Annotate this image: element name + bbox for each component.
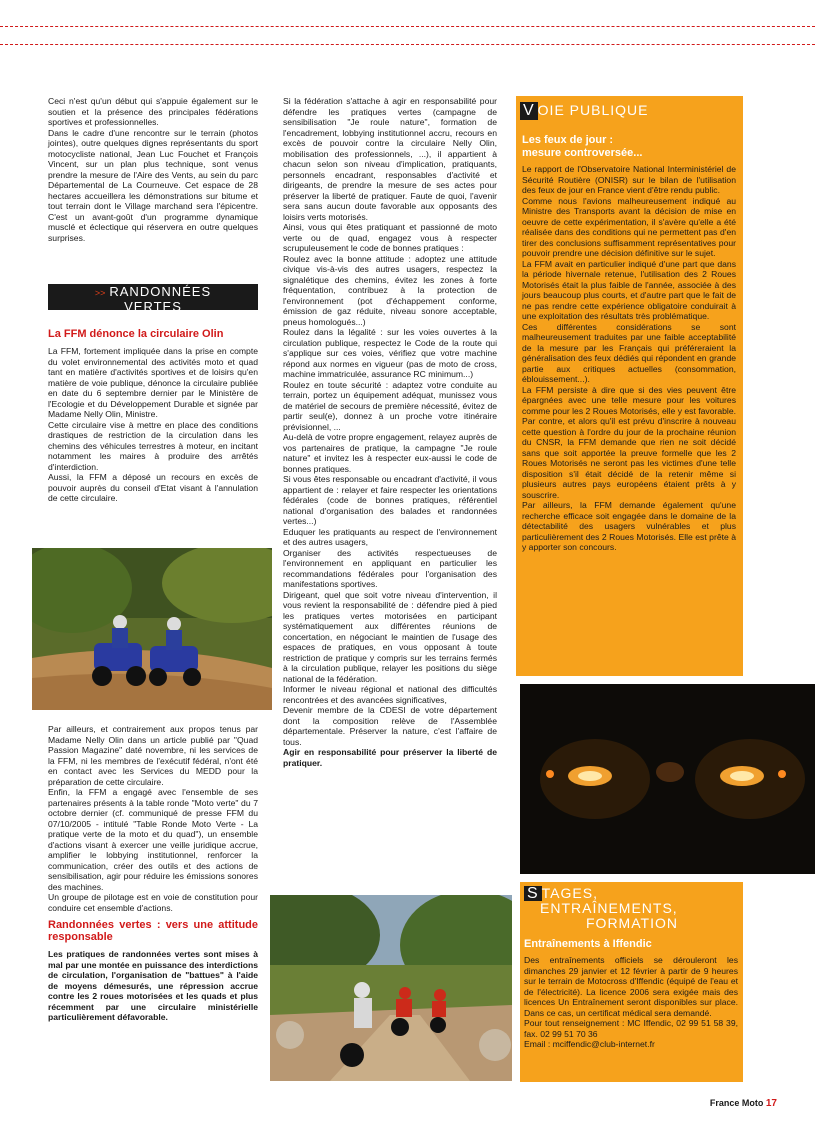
voie-paragraph-2: Comme nous l'avions malheureusement indiqué au Ministre des Transports avant la décision de mise en oeuvre de cette expérimentation, il s'avère qu'elle a été réalisée dans des conditions qui ne permettent pas d'en tirer des conclusions suffisamment représentatives pour pouvoir prendre une décision définitive sur le sujet.: [522, 195, 736, 258]
ffm-paragraph-3: Aussi, la FFM a déposé un recours en excès de pouvoir auprès du conseil d'Etat visant à l'annulation de cette circulaire.: [48, 472, 258, 503]
voie-paragraph-5: La FFM persiste à dire que si des vies peuvent être épargnées avec une telle mesure pour les voitures comme pour les 2 Roues Motorisés, elle y est favorable. Par contre, et alors qu'il est prévu d'inscrire à nouveau cette question à l'ordre du jour de la prochaine réunion du CNSR, la FFM demande que rien ne soit décidé sans que soit apportée la preuve formelle que les 2 Roues Motorisés ne seront pas les victimes d'une telle disposition s'il était décidé de la retenir même si plusieurs autres pays européens étaient prêts à y souscrire.: [522, 384, 736, 500]
terrain-paragraph: Dans le cadre d'une rencontre sur le terrain (photos jointes), outre quelques dignes représentants du sport motocycliste national, Jean Luc Fouchet et François Vincent, sur un plan plus technique, sont venus prendre la mesure de l'Aire des Vents, au sein du parc Départemental de La Courneuve. Cet espace de 28 hectares accueillera les démonstrations sur bitume et tout terrain dont le Village marchand sera l'épicentre. C'est un avant-goût d'un programme dynamique musclé et éclectique qui réservera en outre quelques surprises.: [48, 127, 258, 243]
dirt-bike-riders-image: [270, 895, 512, 1081]
top-dashed-rule-2: [0, 44, 815, 45]
col2-paragraph-10: Dirigeant, quel que soit votre niveau d'intervention, il vous revient la responsabilité de : défendre pied à pied les pratiques vertes motorisées en participant systématiquement aux différentes réunions de concertation, en négociant le maintien de l'usage des espaces de pratiques, en vous opposant à toute restriction de pratique y compris sur les terrains fermés à la circulation publique, relayer les positions du siège national de la fédération.: [283, 589, 497, 684]
col2-paragraph-1: Si la fédération s'attache à agir en responsabilité pour défendre les pratiques vertes (campagne de sensibilisation "Je roule nature", formation de l'encadrement, lobbying institutionnel accru, recours en excès de pouvoir contre la circulaire Nelly Olin, mobilisation des professionnels, ...), il appartient à chacun selon son niveau d'implication, pratiquants, personnels encadrant, responsables d'activité et dirigeants, de prendre la mesure de ses actes pour préserver la liberté de pratiquer. Faute de quoi, l'avenir sera sans aucun doute favorable aux opposants des loisirs verts motorisés.: [283, 96, 497, 222]
column-1-bottom: [48, 724, 258, 1023]
intro-paragraph: Ceci n'est qu'un début qui s'appuie également sur le soutien et la présence des principales fédérations sportives et professionnelles.: [48, 96, 258, 127]
column-2: [283, 96, 497, 768]
stages-heading: [524, 886, 678, 931]
after-photo-paragraph-2: Enfin, la FFM a engagé avec l'ensemble de ses partenaires présents à la table ronde "Moto verte" du 7 octobre dernier (cf. communiqué de presse FFM du 07/10/2005 - intitulé "Table Ronde Moto Verte - La pratique verte de la moto et du quad"), un ensemble d'actions visant à exercer une veille juridique accrue, amplifier le lobbying institutionnel, renforcer la communication, créer des outils et des actions de sensibilisation, agir pour réduire les émissions sonores des machines.: [48, 787, 258, 892]
column-1-top: [48, 96, 258, 243]
quad-riders-photo: [32, 548, 272, 710]
column-1-ffm: [48, 324, 258, 504]
col2-paragraph-12: Devenir membre de la CDESI de votre département dont la composition relève de l'Assemblée départementale. Préserver la nature, c'est l'affaire de tous.: [283, 705, 497, 747]
stages-contact: Pour tout renseignement : MC Iffendic, 02 99 51 58 39, fax. 02 99 51 70 36: [524, 1018, 738, 1039]
banner-line-2: VERTES: [124, 299, 182, 314]
col2-paragraph-11: Informer le niveau régional et national des difficultés rencontrées et des avancées significatives,: [283, 684, 497, 705]
dirt-bike-riders-photo: [270, 895, 512, 1081]
feux-de-jour-subtitle-1: Les feux de jour :: [522, 134, 614, 146]
headlights-image: [520, 684, 815, 874]
col2-paragraph-3: Roulez avec la bonne attitude : adoptez une attitude civique vis-à-vis des autres usagers, respectez la signalétique des chemins, évitez les zones à forte fréquentation, contribuez à la protection de l'environnement (pot d'échappement conforme, émission de gaz réduite, niveau sonore acceptable, pneus homologués...): [283, 253, 497, 327]
voie-publique-heading: [520, 102, 648, 120]
voie-paragraph-6: Par ailleurs, la FFM demande également qu'une recherche efficace soit engagée dans le domaine de la détectabilité des usagers vulnérables et plus particulièrement des 2 Roues Motorisés. Elle est prête à y apporter son concours.: [522, 500, 736, 552]
footer-brand: France Moto: [709, 1098, 764, 1108]
voie-paragraph-3: La FFM avait en particulier indiqué d'une part que dans la période hivernale retenue, l'utilisation des 2 Roues Motorisés était la plus faible de l'année, associée à des jours beaucoup plus courts, et d'autre part que le fait de ne pas rendre cette expérience obligatoire conduirait à une exploitation des résultats très problématique.: [522, 258, 736, 321]
voie-paragraph-1: Le rapport de l'Observatoire National Interministériel de Sécurité Routière (ONISR) sur le bilan de l'utilisation des feux de jour en France vient d'être rendu public.: [522, 164, 736, 195]
iffendic-subtitle: Entraînements à Iffendic: [524, 938, 652, 950]
stages-paragraph-1: Des entraînements officiels se dérouleront les dimanches 29 janvier et 12 février à partir de 9 heures sur le terrain de Motocross d'Iffendic (équipé de l'eau et de l'électricité). La licence 2006 sera exigée mais des licences Un Entraînement seront disponibles sur place. Dans ce cas, un certificat médical sera demandé.: [524, 955, 738, 1018]
ffm-heading: La FFM dénonce la circulaire Olin: [48, 328, 224, 340]
ffm-paragraph-2: Cette circulaire vise à mettre en place des conditions drastiques de restriction de la circulation dans les chemins des véhicules terrestres à moteur, en incitant notamment les maires à produire des arrêtés d'interdiction.: [48, 419, 258, 472]
quad-riders-image: [32, 548, 272, 710]
stages-title-line-2: ENTRAÎNEMENTS,: [540, 900, 678, 916]
voie-publique-content: [522, 134, 736, 553]
headlights-photo: [520, 684, 815, 874]
col2-paragraph-4: Roulez dans la légalité : sur les voies ouvertes à la circulation publique, respectez le Code de la route qui s'applique sur ces voies, vérifiez que votre machine répond aux normes en vigueur (pas de moto de cross, machine immatriculée, assurance RC minimum...): [283, 327, 497, 379]
col2-closing-bold: Agir en responsabilité pour préserver la liberté de pratiquer.: [283, 747, 497, 768]
stages-drop-cap: S: [524, 886, 542, 901]
banner-line-1: RANDONNÉES: [109, 284, 212, 299]
voie-publique-title: OIE PUBLIQUE: [537, 102, 649, 118]
randonnees-vertes-banner: [48, 284, 258, 314]
col2-paragraph-8: Eduquer les pratiquants au respect de l'environnement et des autres usagers,: [283, 526, 497, 547]
ffm-paragraph-1: La FFM, fortement impliquée dans la prise en compte du volet environnemental des activités moto et quad tant en matière d'activités sportives et de loisirs qu'en matière de voie publique, dénonce la circulaire publiée en date du 6 septembre dernier par le Ministère de l'Ecologie et du Développement Durable et signée par Madame Nelly Olin, Ministre.: [48, 346, 258, 419]
page-number: 17: [765, 1098, 777, 1109]
col2-paragraph-2: Ainsi, vous qui êtes pratiquant et passionné de moto verte ou de quad, engagez vous à respecter scrupuleusement le code de bonnes pratiques :: [283, 222, 497, 253]
col2-paragraph-9: Organiser des activités respectueuses de l'environnement en appliquant en particulier les recommandations fédérales pour l'organisation des manifestations sportives.: [283, 547, 497, 589]
stages-email: Email : mciffendic@club-internet.fr: [524, 1039, 655, 1049]
col2-paragraph-6: Au-delà de votre propre engagement, relayez auprès de vos partenaires de pratique, la campagne "Je roule nature" et invitez les à respecter eux-aussi le code de bonnes pratiques.: [283, 432, 497, 474]
stages-title-line-1: TAGES,: [541, 885, 598, 901]
attitude-heading: Randonnées vertes : vers une attitude responsable: [48, 919, 258, 943]
attitude-paragraph: Les pratiques de randonnées vertes sont mises à mal par une montée en puissance des interdictions de circulation, l'organisation de "battues" à l'aide de moyens démesurés, une répression accrue contre les 2 roues motorisées et les quads et plus récemment par une circulaire ministérielle particulièrement défavorable.: [48, 949, 258, 1022]
stages-title-line-3: FORMATION: [586, 915, 678, 931]
col2-paragraph-7: Si vous êtes responsable ou encadrant d'activité, il vous appartient de : relayer et faire respecter les orientations fédérales (code de bonnes pratiques, référentiel national d'organisation des balades et randonnées vertes...): [283, 474, 497, 526]
top-dashed-rule: [0, 26, 815, 27]
page-footer: [710, 1098, 777, 1109]
stages-content: [524, 938, 738, 1050]
banner-chevrons: >>: [94, 288, 106, 298]
col2-paragraph-5: Roulez en toute sécurité : adaptez votre conduite au terrain, portez un équipement adéquat, munissez vous de matériel de secours de première nécessité, évitez de partir seul(e), donnez à un proche votre itinéraire prévisionnel, ...: [283, 379, 497, 432]
feux-de-jour-subtitle-2: mesure controversée...: [522, 147, 643, 159]
voie-paragraph-4: Ces différentes considérations se sont malheureusement traduites par une faible acceptabilité de la mesure par les Français qui préféreraient la généralisation des feux dédiés qui répondent en grande partie aux critiques actuelles (consommation, éblouissement...).: [522, 321, 736, 384]
after-photo-paragraph-3: Un groupe de pilotage est en voie de constitution pour conduire cet ensemble d'actions.: [48, 892, 258, 913]
voie-publique-drop-cap: V: [520, 102, 538, 120]
after-photo-paragraph-1: Par ailleurs, et contrairement aux propos tenus par Madame Nelly Olin dans un article publié par "Quad Passion Magazine" daté novembre, ni les services de la FFM, ni les membres de l'exécutif fédéral, n'ont été en contact avec les Services du MEDD pour la préparation de cette circulaire.: [48, 724, 258, 787]
